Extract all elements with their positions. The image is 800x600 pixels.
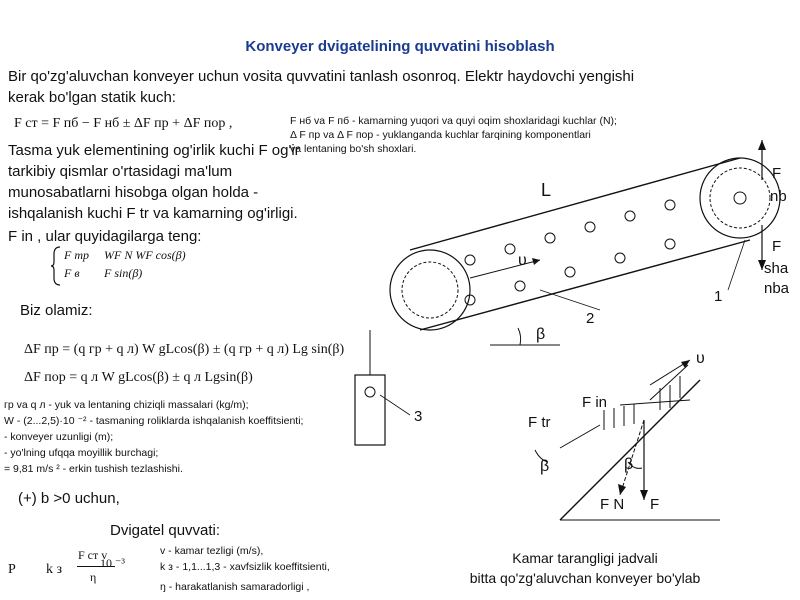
power-var-2: k з - 1,1...1,3 - xavfsizlik koeffitsienti, <box>160 561 330 573</box>
system-row-2-right: F sin(β) <box>104 266 143 280</box>
right-drum <box>700 158 780 238</box>
system-row-1-right: WF N WF cos(β) <box>104 248 186 262</box>
paragraph-line-3: munosabatlarni hisobga olgan holda - <box>8 184 259 201</box>
label-beta-lower-left: β <box>540 458 550 475</box>
power-var-1: v - kamar tezligi (m/s), <box>160 545 264 557</box>
label-beta-lower-right: β <box>624 456 634 473</box>
label-F-sha-bottom: nba <box>764 280 790 297</box>
label-num-1: 1 <box>714 288 723 305</box>
definition-3: - konveyer uzunligi (m); <box>4 431 114 443</box>
system-row-2-left: F в <box>64 266 80 280</box>
label-F-nb-sub: nb <box>770 188 787 205</box>
definition-1: гр va q л - yuk va lentaning chiziqli massalari (kg/m); <box>4 399 249 411</box>
definition-5: = 9,81 m/s ² - erkin tushish tezlashishi. <box>4 463 183 475</box>
diagram-caption-line-1: Kamar tarangligi jadvali <box>512 550 658 566</box>
label-F-bottom: F <box>650 496 660 513</box>
delta-f-por-formula: ΔF пор = q л W gLcos(β) ± q л Lgsin(β) <box>24 370 253 385</box>
definition-2: W - (2...2,5)·10 ⁻² - tasmaning roliklarda ishqalanish koeffitsienti; <box>4 415 304 427</box>
label-num-3: 3 <box>414 408 423 425</box>
intro-line-1: Bir qo'zg'aluvchan konveyer uchun vosita quvvatini tanlash osonroq. Elektr haydovchi yengishi <box>8 68 635 85</box>
label-L: L <box>541 180 552 200</box>
label-F-tr: F tr <box>528 414 551 431</box>
motor-power-label: Dvigatel quvvati: <box>110 522 221 539</box>
label-F-N: F N <box>600 496 625 513</box>
power-coef: k з <box>46 562 63 577</box>
system-row-1-left: F тр <box>64 248 89 262</box>
power-denominator: η <box>90 570 97 584</box>
label-num-2: 2 <box>586 310 595 327</box>
note-line-3: va lentaning bo'sh shoxlari. <box>290 143 417 155</box>
power-var-3: ŋ - harakatlanish samaradorligi , <box>160 581 310 593</box>
static-force-formula: F ст = F пб − F нб ± ΔF пр + ΔF пор , <box>14 116 233 131</box>
belt-upper-branch <box>410 158 740 250</box>
tension-weight <box>355 375 385 445</box>
paragraph-line-4: ishqalanish kuchi F tr va kamarning og'irligi. <box>8 205 298 222</box>
paragraph-line-2: tarkibiy qismlar o'rtasidagi ma'lum <box>8 163 233 180</box>
power-factor: 10 ⁻³ <box>100 556 125 570</box>
label-velocity-top: υ <box>518 252 527 269</box>
label-F-sha-mid: sha <box>764 260 789 277</box>
delta-f-pr-formula: ΔF пр = (q гр + q л) W gLcos(β) ± (q гр + q л) Lg sin(β) <box>24 342 345 357</box>
label-F-sha-top: F <box>772 238 782 255</box>
page-title: Konveyer dvigatelining quvvatini hisoblash <box>245 38 555 55</box>
paragraph-line-5: F in , ular quyidagilarga teng: <box>8 228 202 245</box>
diagram-caption-line-2: bitta qo'zg'aluvchan konveyer bo'ylab <box>469 570 701 586</box>
definition-4: - yo'lning ufqqa moyillik burchagi; <box>4 447 159 459</box>
label-F-nb-top: F <box>772 165 782 182</box>
condition-text: (+) b >0 uchun, <box>18 490 120 507</box>
biz-olamiz-label: Biz olamiz: <box>20 302 93 319</box>
label-beta-mid: β <box>536 326 546 343</box>
note-line-1: F нб va F пб - kamarning yuqori va quyi oqim shoxlaridagi kuchlar (N); <box>290 115 617 127</box>
label-F-in: F in <box>582 394 608 411</box>
power-lhs: P <box>8 562 16 577</box>
label-velocity-right: υ <box>696 350 705 367</box>
note-line-2: Δ F пр va Δ F пор - yuklanganda kuchlar farqining komponentlari <box>290 129 591 141</box>
power-numerator: F ст v <box>78 548 108 562</box>
paragraph-line-1: Tasma yuk elementining og'irlik kuchi F og'ir <box>8 142 300 159</box>
intro-line-2: kerak bo'lgan statik kuch: <box>8 89 176 106</box>
